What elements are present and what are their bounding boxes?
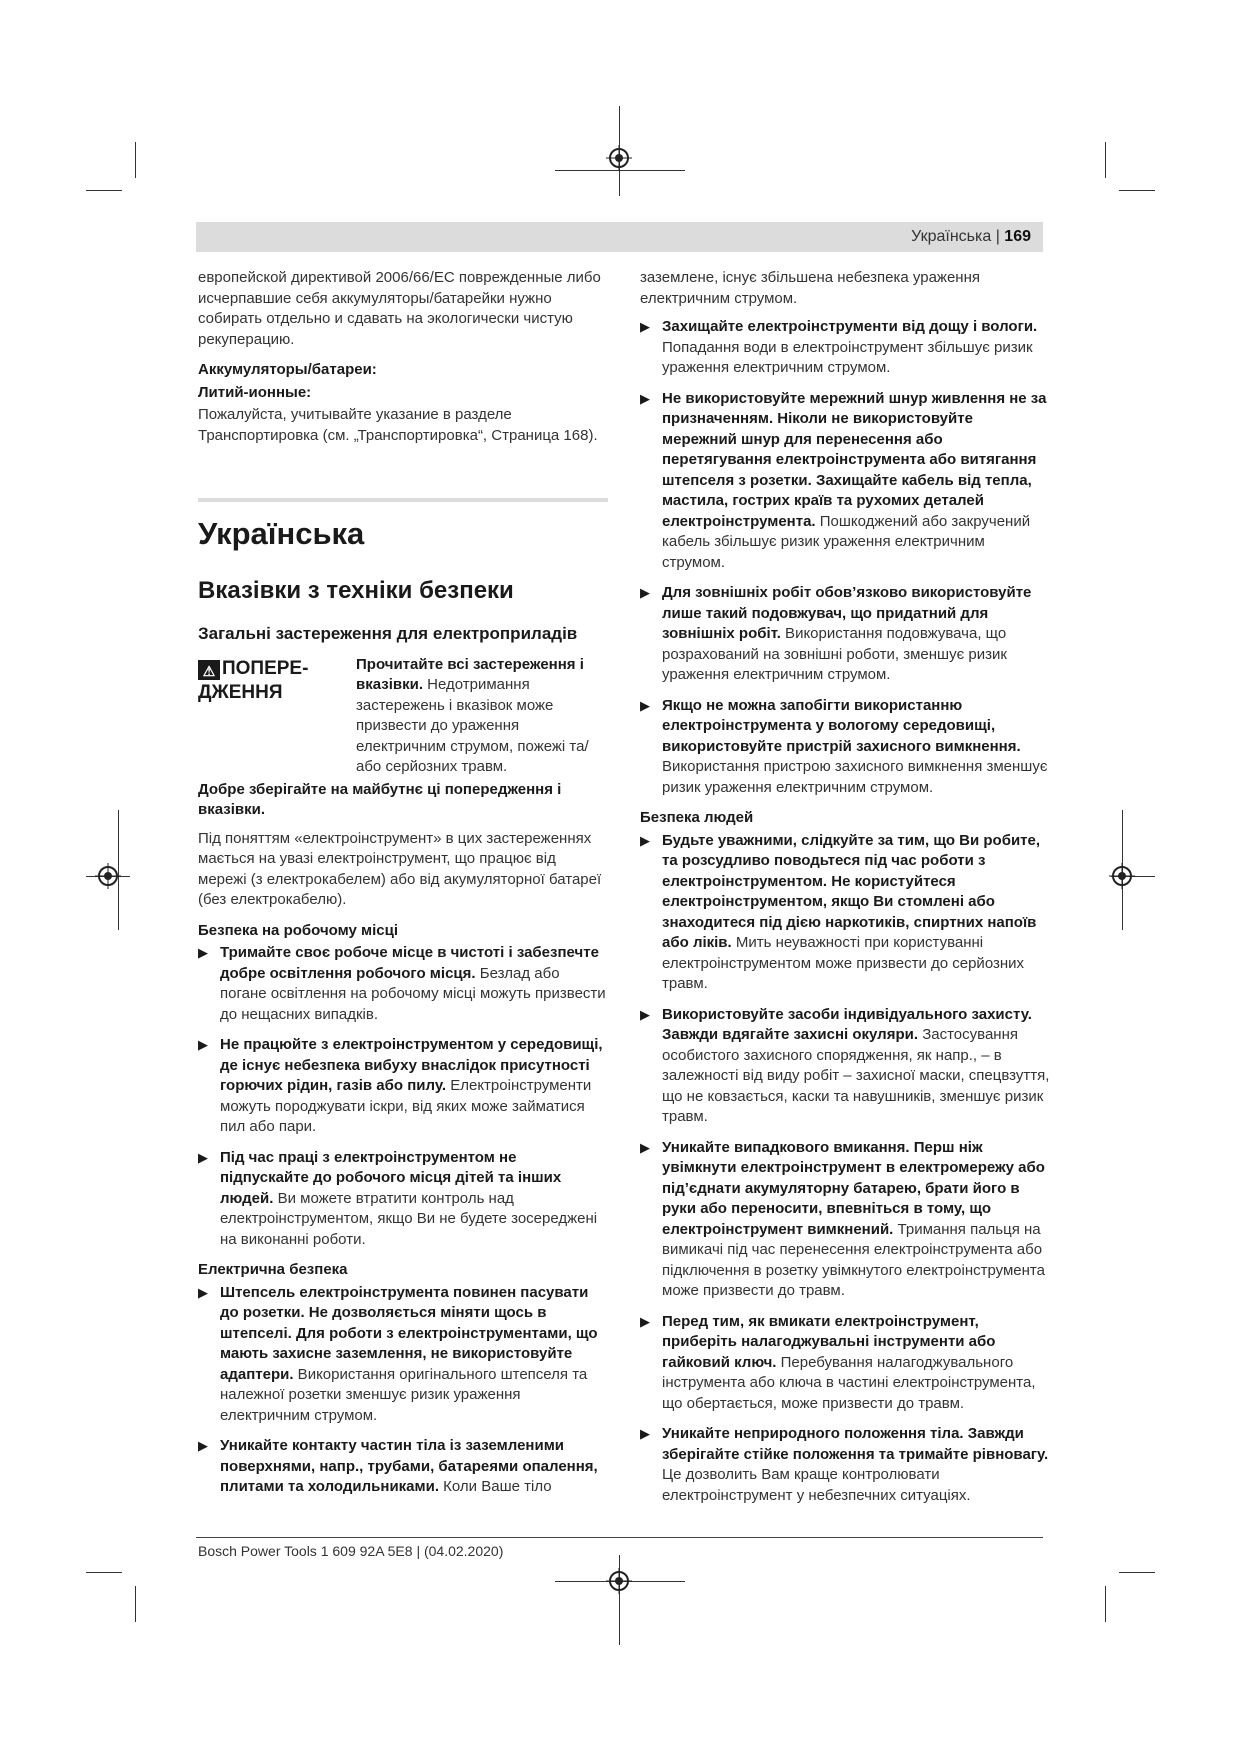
language-title: Українська (198, 516, 365, 551)
list-item-bold: Під час праці з електроінструментом не підпускайте до робочого місця дітей та інших людей. (220, 1148, 562, 1207)
list-item-text: Пошкоджений або закручений кабель збільшує ризик ураження електричним струмом. (662, 512, 1031, 571)
warning-triangle-icon: ⚠ (198, 660, 220, 680)
list-item-bold: Для зовнішніх робіт обов’язково використовуйте лише такий подовжувач, що придатний для зовнішніх робіт. (662, 584, 1032, 642)
crop-mark (1105, 1586, 1106, 1622)
list-item-bold: Уникайте контакту частин тіла із заземленими поверхнями, напр., трубами, батареями опалення, плитами та холодильниками. (220, 1437, 598, 1495)
list-item-text: Перебування налагоджувального інструмента або ключа в частині електроінструмента, що обертається, може призвести до травм. (662, 1353, 1036, 1412)
registration-target-icon (95, 863, 121, 889)
list-item (640, 1138, 1050, 1302)
continuation-paragraph: заземлене, існує збільшена небезпека ураження електричним струмом. (640, 269, 980, 307)
list-item-text: Використання оригінального штепселя та належної розетки зменшує ризик ураження електричним струмом. (220, 1365, 588, 1424)
warning-block (198, 655, 608, 778)
bullet-icon: ▶ (640, 1426, 650, 1441)
crop-mark (1119, 190, 1155, 191)
page-header (196, 222, 1043, 252)
work-area-heading: Безпека на робочому місці (198, 921, 399, 939)
definition-paragraph: Під поняттям «електроінструмент» в цих застереженнях мається на увазі електроінструмент, що працює від мережі (з електрокабелем) або від акумуляторної батареї (без електрокабелю). (198, 829, 602, 908)
lithium-heading: Литий-ионные: (198, 383, 312, 401)
safety-title: Вказівки з техніки безпеки (198, 577, 514, 604)
list-item-text: Застосування особистого захисного спорядження, як напр., – в залежності від виду робіт – захисної маски, спецвзуття, що не ковзається, каски та навушників, зменшує ризик травм. (662, 1026, 1050, 1125)
crop-mark (135, 1586, 136, 1622)
list-item-bold: Не працюйте з електроінструментом у середовищі, де існує небезпека вибуху внаслідок присутності горючих рідин, газів або пилу. (220, 1036, 603, 1094)
crop-mark (86, 190, 122, 191)
list-item-bold: Тримайте своє робоче місце в чистоті і забезпечте добре освітлення робочого місця. (220, 944, 599, 982)
list-item-bold: Використовуйте засоби індивідуального захисту. Завжди вдягайте захисні окуляри. (662, 1005, 1032, 1043)
bullet-icon: ▶ (640, 1313, 650, 1329)
registration-target-icon (606, 145, 632, 171)
list-item-text: Мить неуважності при користуванні електроінструментом може призвести до серйозних травм. (662, 934, 1025, 992)
crop-mark (1105, 142, 1106, 178)
page-footer: Bosch Power Tools 1 609 92A 5E8 | (04.02.2020) (198, 1543, 504, 1559)
list-item (198, 1436, 608, 1498)
crop-mark (1119, 1572, 1155, 1573)
list-item-bold: Не використовуйте мережний шнур живлення не за призначенням. Ніколи не використовуйте мережний шнур для перенесення або перетягування електроінструмента або витягання штепселя з розетки. Захищайте кабель від тепла, мастила, гострих країв та рухомих деталей електроінструмента. (662, 389, 1047, 530)
warning-text (356, 655, 608, 778)
bullet-icon: ▶ (640, 1139, 650, 1155)
bullet-icon: ▶ (640, 319, 650, 334)
left-column (198, 268, 608, 1508)
page-number: 169 (1004, 228, 1031, 245)
bullet-icon: ▶ (640, 697, 650, 713)
list-item-text: Коли Ваше тіло (439, 1478, 552, 1495)
batteries-heading: Аккумуляторы/батареи: (198, 361, 377, 378)
header-section: Українська (911, 228, 992, 245)
list-item-bold: Якщо не можна запобігти використанню електроінструмента у вологому середовищі, використовуйте пристрій захисного вимкнення. (662, 696, 1021, 755)
bullet-icon: ▶ (198, 1438, 208, 1453)
intro-paragraph: европейской директивой 2006/66/EC поврежденные либо исчерпавшие себя аккумуляторы/батарейки нужно собирать отдельно и сдавать на экологически чистую рекуперацию. (198, 269, 601, 348)
list-item (198, 1283, 608, 1427)
header-text (911, 228, 1031, 246)
registration-target-icon (606, 1568, 632, 1594)
keep-instructions: Добре зберігайте на майбутнє ці попередження і вказівки. (198, 780, 562, 818)
personal-safety-heading: Безпека людей (640, 809, 754, 826)
list-item-text: Ви можете втратити контроль над електроінструментом, якщо Ви не будете зосереджені на виконанні роботи. (220, 1189, 598, 1248)
list-item-text: Попадання води в електроінструмент збільшує ризик ураження електричним струмом. (662, 338, 1033, 376)
list-item (640, 1005, 1050, 1128)
header-separator: | (995, 228, 1000, 245)
warning-label-text: ПОПЕРЕ-ДЖЕННЯ (198, 657, 309, 703)
list-item (640, 583, 1050, 686)
list-item-text: Безлад або погане освітлення на робочому місці можуть призвести до нещасних випадків. (220, 964, 606, 1023)
list-item-text: Використання подовжувача, що розрахований на зовнішні роботи, зменшує ризик ураження електричним струмом. (662, 625, 1007, 683)
list-item-text: Використання пристрою захисного вимкнення зменшує ризик ураження електричним струмом. (662, 758, 1048, 796)
footer-rule (196, 1537, 1043, 1538)
list-item (198, 1035, 608, 1138)
general-warnings-title: Загальні застереження для електроприладів (198, 624, 578, 643)
list-item-bold: Уникайте випадкового вмикання. Перш ніж увімкнути електроінструмент в електромережу або під’єднати акумуляторну батарею, брати його в руки або переносити, впевніться в тому, що електроінструмент вимкнений. (662, 1138, 1045, 1238)
list-item-bold: Уникайте неприродного положення тіла. Завжди зберігайте стійке положення та тримайте рівновагу. (662, 1425, 1049, 1463)
warning-bold-text: Прочитайте всі застереження і вказівки. (356, 655, 584, 693)
lithium-paragraph: Пожалуйста, учитывайте указание в разделе Транспортировка (см. „Транспортировка“, Страница 168). (198, 406, 598, 444)
bullet-icon: ▶ (640, 832, 650, 848)
bullet-icon: ▶ (640, 1006, 650, 1022)
section-rule (198, 498, 608, 502)
bullet-icon: ▶ (640, 585, 650, 600)
warning-body-text: Недотримання застережень і вказівок може призвести до ураження електричним струмом, пожежі та/або серйозних травм. (356, 676, 589, 775)
list-item (198, 1148, 608, 1251)
list-item-bold: Штепсель електроінструмента повинен пасувати до розетки. Не дозволяється міняти щось в штепселі. Для роботи з електроінструментами, що мають захисне заземлення, не використовуйте адаптери. (220, 1283, 598, 1383)
list-item (198, 943, 608, 1025)
list-item-bold: Захищайте електроінструменти від дощу і вологи. (662, 318, 1038, 335)
list-item-bold: Будьте уважними, слідкуйте за тим, що Ви робите, та розсудливо поводьтеся під час роботи з електроінструментом. Не користуйтеся електроінструментом, якщо Ви стомлені або знаходитеся під дією наркотиків, спиртних напоїв або ліків. (662, 831, 1041, 951)
list-item-text: Електроінструменти можуть породжувати іскри, від яких може займатися пил або пари. (220, 1077, 592, 1135)
list-item-text: Це дозволить Вам краще контролювати електроінструмент у небезпечних ситуаціях. (662, 1466, 971, 1504)
crop-mark (135, 142, 136, 178)
bullet-icon: ▶ (198, 945, 208, 960)
warning-label (198, 657, 348, 705)
right-column (640, 268, 1050, 1516)
bullet-icon: ▶ (640, 390, 650, 406)
list-item (640, 1424, 1050, 1506)
electrical-safety-heading: Електрична безпека (198, 1261, 348, 1278)
crop-mark (86, 1572, 122, 1573)
bullet-icon: ▶ (198, 1037, 208, 1052)
list-item (640, 831, 1050, 995)
list-item (640, 389, 1050, 574)
list-item (640, 1312, 1050, 1415)
list-item (640, 317, 1050, 379)
bullet-icon: ▶ (198, 1149, 208, 1165)
bullet-icon: ▶ (198, 1284, 208, 1300)
list-item-bold: Перед тим, як вмикати електроінструмент, приберіть налагоджувальні інструменти або гайковий ключ. (662, 1312, 996, 1371)
list-item-text: Тримання пальця на вимикачі під час перенесення електроінструмента або підключення в розетку увімкнутого електроінструмента може призвести до травм. (662, 1220, 1045, 1299)
list-item (640, 696, 1050, 799)
registration-target-icon (1109, 863, 1135, 889)
